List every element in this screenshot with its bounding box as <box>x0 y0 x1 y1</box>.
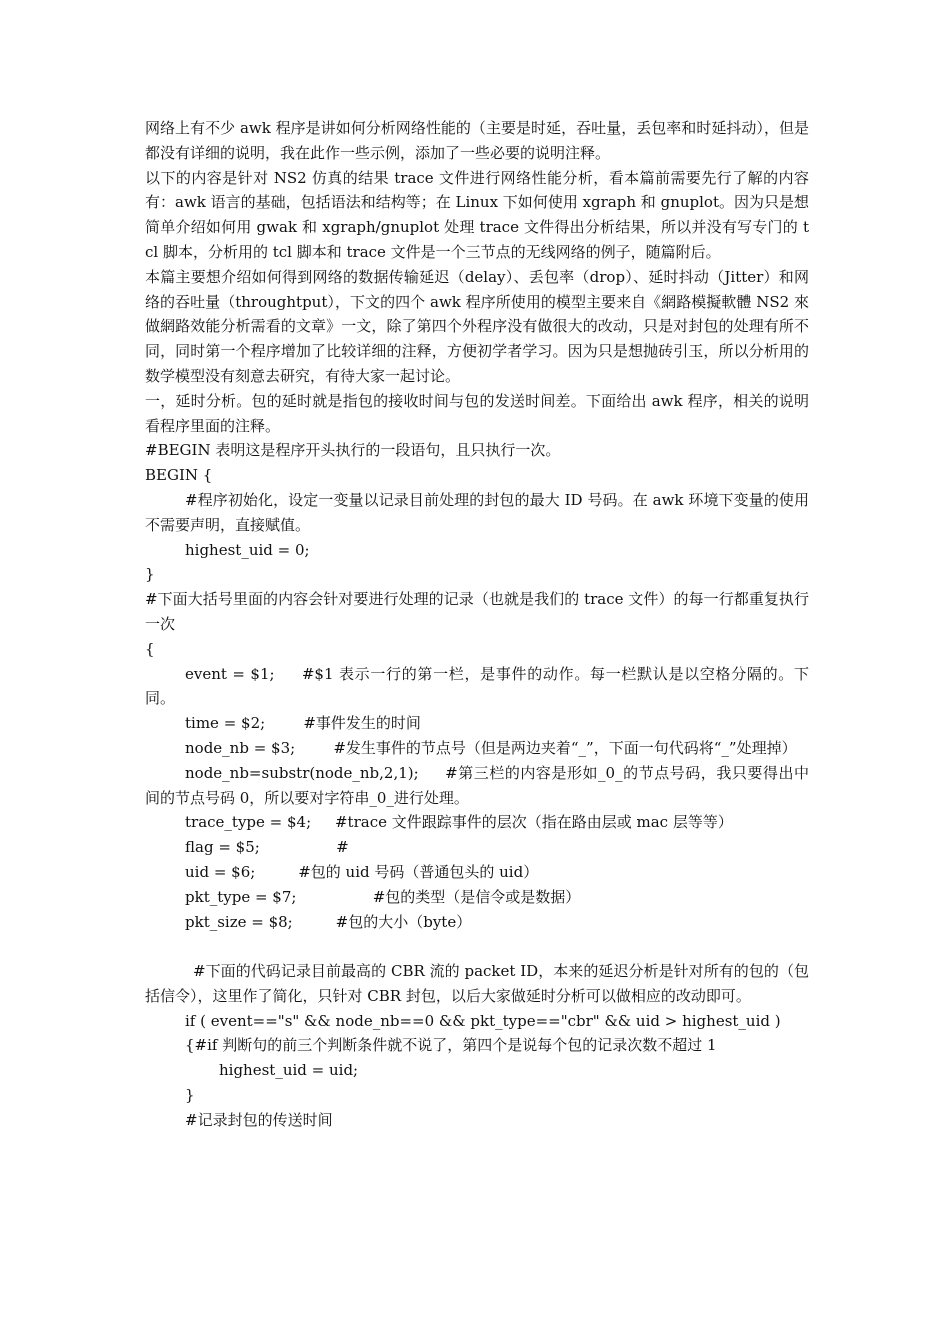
code-line: highest_uid = uid; <box>219 1061 359 1080</box>
begin-comment: #BEGIN 表明这是程序开头执行的一段语句，且只执行一次。 <box>145 441 561 460</box>
prerequisites-paragraph: 以下的内容是针对 NS2 仿真的结果 trace 文件进行网络性能分析，看本篇前需要先行了解的内容有：awk 语言的基础，包括语法和结构等；在 Linux 下如何使用 xgraph 和 gnuplot。因为只是想简单介绍如何用 gwak 和 xgraph/gnuplot 处理 trace 文件得出分析结果，所以并没有写专门的 tcl 脚本，分析用的 tcl 脚本和 trace 文件是一个三节点的无线网络的例子，随篇附后。 <box>145 168 809 261</box>
code-comment: #程序初始化，设定一变量以记录目前处理的封包的最大 ID 号码。在 awk 环境下变量的使用不需要声明，直接赋值。 <box>145 490 809 534</box>
code-line: pkt_size = $8; #包的大小（byte） <box>185 912 472 931</box>
code-line: BEGIN { <box>145 466 213 485</box>
code-comment: #下面的代码记录目前最高的 CBR 流的 packet ID，本来的延迟分析是针对所有的包的（包括信令），这里作了简化，只针对 CBR 封包，以后大家做延时分析可以做相应的改动即可。 <box>145 962 809 1005</box>
code-comment: #记录封包的传送时间 <box>185 1110 333 1129</box>
code-line: trace_type = $4; #trace 文件跟踪事件的层次（指在路由层或 mac 层等等） <box>185 813 733 832</box>
code-line: { <box>145 639 155 658</box>
code-line: node_nb = $3; #发生事件的节点号（但是两边夹着“_”，下面一句代码将“_”处理掉） <box>185 738 797 757</box>
code-line: flag = $5; # <box>185 838 349 857</box>
intro-paragraph: 网络上有不少 awk 程序是讲如何分析网络性能的（主要是时延，吞吐量，丢包率和时延抖动），但是都没有详细的说明，我在此作一些示例，添加了一些必要的说明注释。 <box>145 119 809 162</box>
code-line: event = $1; #$1 表示一行的第一栏，是事件的动作。每一栏默认是以空格分隔的。下同。 <box>145 664 809 708</box>
code-comment: #下面大括号里面的内容会针对要进行处理的记录（也就是我们的 trace 文件）的每一行都重复执行一次 <box>145 590 809 633</box>
code-line: time = $2; #事件发生的时间 <box>185 714 421 733</box>
document-body <box>145 116 809 1133</box>
code-line: if ( event=="s" && node_nb==0 && pkt_type=="cbr" && uid > highest_uid ) <box>185 1011 781 1030</box>
purpose-paragraph: 本篇主要想介绍如何得到网络的数据传输延迟（delay）、丢包率（drop）、延时抖动（Jitter）和网络的吞吐量（throughtput），下文的四个 awk 程序所使用的模型主要来自《網路模擬軟體 NS2 來做網路效能分析需看的文章》一文，除了第四个外程序没有做很大的改动，只是对封包的处理有所不同，同时第一个程序增加了比较详细的注释，方便初学者学习。因为只是想抛砖引玉，所以分析用的数学模型没有刻意去研究，有待大家一起讨论。 <box>145 267 809 385</box>
code-line: highest_uid = 0; <box>185 540 310 559</box>
code-line: uid = $6; #包的 uid 号码（普通包头的 uid） <box>185 862 539 881</box>
code-line: } <box>145 565 155 584</box>
code-line: pkt_type = $7; #包的类型（是信令或是数据） <box>185 887 581 906</box>
code-line: } <box>185 1086 195 1105</box>
blank-line <box>145 934 809 959</box>
code-line: node_nb=substr(node_nb,2,1); #第三栏的内容是形如_0_的节点号码，我只要得出中间的节点号码 0，所以要对字符串_0_进行处理。 <box>145 763 809 807</box>
code-line: {#if 判断句的前三个判断条件就不说了，第四个是说每个包的记录次数不超过 1 <box>185 1036 717 1055</box>
delay-analysis-heading: 一，延时分析。包的延时就是指包的接收时间与包的发送时间差。下面给出 awk 程序，相关的说明看程序里面的注释。 <box>145 391 809 435</box>
